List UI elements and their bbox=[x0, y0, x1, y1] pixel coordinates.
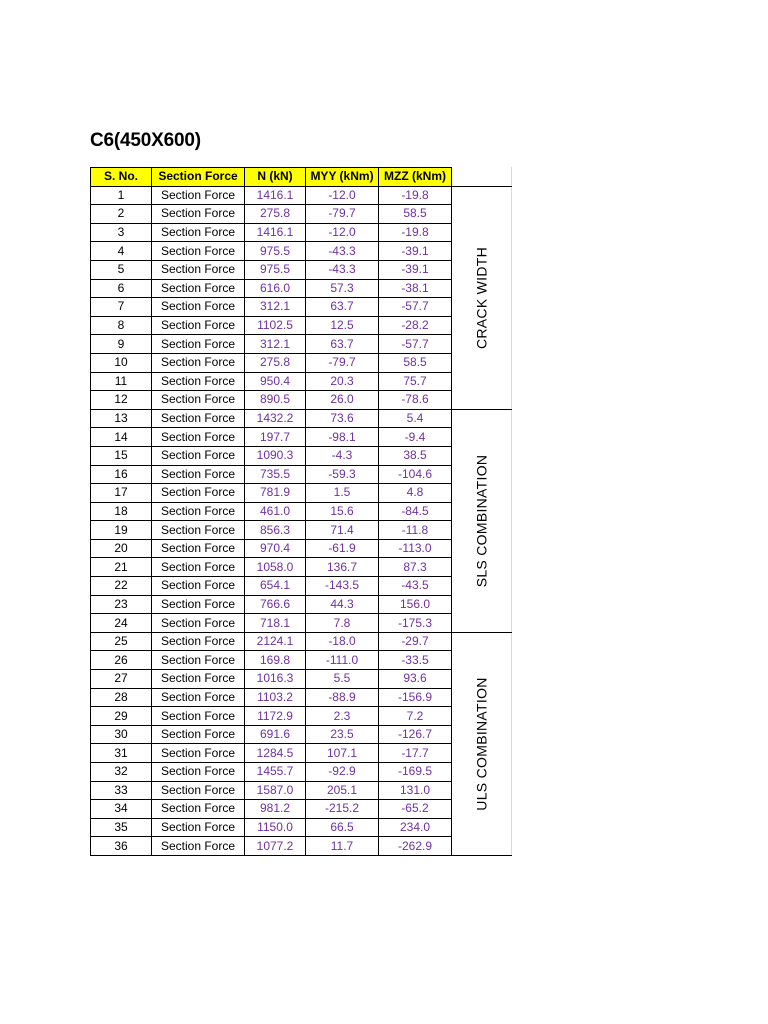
table-row bbox=[91, 335, 512, 354]
cell-section-force: Section Force bbox=[152, 391, 245, 410]
cell-section-force: Section Force bbox=[152, 409, 245, 428]
cell-myy: -43.3 bbox=[306, 260, 379, 279]
cell-sno: 13 bbox=[91, 409, 152, 428]
cell-n: 1103.2 bbox=[245, 688, 306, 707]
cell-mzz: -11.8 bbox=[379, 521, 452, 540]
cell-mzz: -113.0 bbox=[379, 539, 452, 558]
group-label-cell bbox=[452, 632, 512, 855]
cell-myy: 63.7 bbox=[306, 335, 379, 354]
cell-mzz: 87.3 bbox=[379, 558, 452, 577]
table-row bbox=[91, 781, 512, 800]
table-row bbox=[91, 837, 512, 856]
cell-section-force: Section Force bbox=[152, 205, 245, 224]
table-row bbox=[91, 372, 512, 391]
cell-mzz: -17.7 bbox=[379, 744, 452, 763]
cell-myy: 107.1 bbox=[306, 744, 379, 763]
cell-mzz: -126.7 bbox=[379, 725, 452, 744]
cell-section-force: Section Force bbox=[152, 298, 245, 317]
header-sno: S. No. bbox=[91, 168, 152, 187]
cell-sno: 32 bbox=[91, 763, 152, 782]
cell-sno: 10 bbox=[91, 353, 152, 372]
cell-sno: 28 bbox=[91, 688, 152, 707]
table-row bbox=[91, 632, 512, 651]
cell-section-force: Section Force bbox=[152, 223, 245, 242]
cell-section-force: Section Force bbox=[152, 316, 245, 335]
table-row bbox=[91, 353, 512, 372]
cell-n: 975.5 bbox=[245, 260, 306, 279]
section-force-table-wrap bbox=[90, 167, 512, 856]
cell-mzz: -57.7 bbox=[379, 298, 452, 317]
cell-mzz: -39.1 bbox=[379, 242, 452, 261]
cell-n: 890.5 bbox=[245, 391, 306, 410]
cell-myy: 205.1 bbox=[306, 781, 379, 800]
cell-myy: -79.7 bbox=[306, 205, 379, 224]
cell-mzz: -57.7 bbox=[379, 335, 452, 354]
table-row bbox=[91, 260, 512, 279]
cell-section-force: Section Force bbox=[152, 725, 245, 744]
cell-n: 197.7 bbox=[245, 428, 306, 447]
cell-mzz: -33.5 bbox=[379, 651, 452, 670]
cell-sno: 1 bbox=[91, 186, 152, 205]
header-section-force: Section Force bbox=[152, 168, 245, 187]
table-row bbox=[91, 391, 512, 410]
cell-myy: -43.3 bbox=[306, 242, 379, 261]
table-row bbox=[91, 446, 512, 465]
cell-section-force: Section Force bbox=[152, 688, 245, 707]
cell-section-force: Section Force bbox=[152, 595, 245, 614]
cell-myy: 15.6 bbox=[306, 502, 379, 521]
cell-sno: 2 bbox=[91, 205, 152, 224]
cell-sno: 12 bbox=[91, 391, 152, 410]
cell-section-force: Section Force bbox=[152, 242, 245, 261]
cell-n: 970.4 bbox=[245, 539, 306, 558]
cell-mzz: -262.9 bbox=[379, 837, 452, 856]
cell-sno: 22 bbox=[91, 577, 152, 596]
cell-n: 616.0 bbox=[245, 279, 306, 298]
cell-section-force: Section Force bbox=[152, 260, 245, 279]
cell-section-force: Section Force bbox=[152, 614, 245, 633]
cell-myy: -215.2 bbox=[306, 800, 379, 819]
cell-sno: 24 bbox=[91, 614, 152, 633]
cell-sno: 4 bbox=[91, 242, 152, 261]
cell-myy: 2.3 bbox=[306, 707, 379, 726]
cell-sno: 14 bbox=[91, 428, 152, 447]
cell-section-force: Section Force bbox=[152, 763, 245, 782]
cell-myy: 12.5 bbox=[306, 316, 379, 335]
table-row bbox=[91, 725, 512, 744]
cell-n: 856.3 bbox=[245, 521, 306, 540]
cell-mzz: -19.8 bbox=[379, 223, 452, 242]
cell-sno: 8 bbox=[91, 316, 152, 335]
cell-sno: 11 bbox=[91, 372, 152, 391]
cell-section-force: Section Force bbox=[152, 428, 245, 447]
cell-myy: 57.3 bbox=[306, 279, 379, 298]
cell-section-force: Section Force bbox=[152, 335, 245, 354]
cell-n: 312.1 bbox=[245, 335, 306, 354]
table-row bbox=[91, 688, 512, 707]
cell-n: 1416.1 bbox=[245, 223, 306, 242]
table-row bbox=[91, 651, 512, 670]
cell-mzz: -29.7 bbox=[379, 632, 452, 651]
cell-section-force: Section Force bbox=[152, 818, 245, 837]
cell-n: 975.5 bbox=[245, 242, 306, 261]
table-row bbox=[91, 763, 512, 782]
cell-myy: 23.5 bbox=[306, 725, 379, 744]
page-title: C6(450X600) bbox=[90, 130, 201, 151]
table-row bbox=[91, 539, 512, 558]
cell-n: 1172.9 bbox=[245, 707, 306, 726]
cell-mzz: -39.1 bbox=[379, 260, 452, 279]
table-row bbox=[91, 595, 512, 614]
cell-sno: 26 bbox=[91, 651, 152, 670]
table-body bbox=[91, 186, 512, 855]
cell-myy: -4.3 bbox=[306, 446, 379, 465]
cell-sno: 16 bbox=[91, 465, 152, 484]
cell-section-force: Section Force bbox=[152, 632, 245, 651]
cell-n: 781.9 bbox=[245, 484, 306, 503]
cell-myy: 7.8 bbox=[306, 614, 379, 633]
cell-section-force: Section Force bbox=[152, 558, 245, 577]
cell-n: 1058.0 bbox=[245, 558, 306, 577]
cell-mzz: -169.5 bbox=[379, 763, 452, 782]
table-row bbox=[91, 298, 512, 317]
cell-mzz: 7.2 bbox=[379, 707, 452, 726]
cell-myy: 20.3 bbox=[306, 372, 379, 391]
cell-n: 275.8 bbox=[245, 205, 306, 224]
cell-n: 691.6 bbox=[245, 725, 306, 744]
cell-n: 1455.7 bbox=[245, 763, 306, 782]
table-row bbox=[91, 818, 512, 837]
cell-section-force: Section Force bbox=[152, 707, 245, 726]
header-row bbox=[91, 168, 512, 187]
section-force-table bbox=[90, 167, 512, 856]
cell-mzz: 93.6 bbox=[379, 670, 452, 689]
cell-sno: 21 bbox=[91, 558, 152, 577]
header-n: N (kN) bbox=[245, 168, 306, 187]
cell-sno: 31 bbox=[91, 744, 152, 763]
cell-n: 1432.2 bbox=[245, 409, 306, 428]
cell-section-force: Section Force bbox=[152, 651, 245, 670]
cell-n: 1416.1 bbox=[245, 186, 306, 205]
cell-sno: 33 bbox=[91, 781, 152, 800]
cell-mzz: 156.0 bbox=[379, 595, 452, 614]
table-row bbox=[91, 465, 512, 484]
cell-myy: 11.7 bbox=[306, 837, 379, 856]
table-row bbox=[91, 707, 512, 726]
cell-n: 1102.5 bbox=[245, 316, 306, 335]
table-row bbox=[91, 205, 512, 224]
group-label: ULS COMBINATION bbox=[473, 677, 489, 811]
cell-section-force: Section Force bbox=[152, 372, 245, 391]
cell-section-force: Section Force bbox=[152, 186, 245, 205]
cell-myy: 1.5 bbox=[306, 484, 379, 503]
cell-myy: 73.6 bbox=[306, 409, 379, 428]
cell-n: 1077.2 bbox=[245, 837, 306, 856]
cell-sno: 15 bbox=[91, 446, 152, 465]
cell-section-force: Section Force bbox=[152, 800, 245, 819]
header-mzz: MZZ (kNm) bbox=[379, 168, 452, 187]
cell-mzz: 5.4 bbox=[379, 409, 452, 428]
cell-sno: 34 bbox=[91, 800, 152, 819]
cell-section-force: Section Force bbox=[152, 837, 245, 856]
cell-mzz: 234.0 bbox=[379, 818, 452, 837]
cell-sno: 5 bbox=[91, 260, 152, 279]
group-label-cell bbox=[452, 409, 512, 632]
cell-myy: -111.0 bbox=[306, 651, 379, 670]
table-row bbox=[91, 670, 512, 689]
cell-myy: 26.0 bbox=[306, 391, 379, 410]
cell-sno: 7 bbox=[91, 298, 152, 317]
cell-myy: 44.3 bbox=[306, 595, 379, 614]
table-row bbox=[91, 521, 512, 540]
cell-myy: -12.0 bbox=[306, 223, 379, 242]
cell-mzz: -78.6 bbox=[379, 391, 452, 410]
cell-myy: -59.3 bbox=[306, 465, 379, 484]
cell-myy: -61.9 bbox=[306, 539, 379, 558]
cell-section-force: Section Force bbox=[152, 670, 245, 689]
header-myy: MYY (kNm) bbox=[306, 168, 379, 187]
table-row bbox=[91, 186, 512, 205]
cell-section-force: Section Force bbox=[152, 577, 245, 596]
table-row bbox=[91, 502, 512, 521]
table-row bbox=[91, 558, 512, 577]
cell-mzz: -104.6 bbox=[379, 465, 452, 484]
cell-myy: 66.5 bbox=[306, 818, 379, 837]
cell-myy: 63.7 bbox=[306, 298, 379, 317]
cell-myy: 5.5 bbox=[306, 670, 379, 689]
cell-n: 1090.3 bbox=[245, 446, 306, 465]
cell-myy: -92.9 bbox=[306, 763, 379, 782]
table-row bbox=[91, 484, 512, 503]
cell-n: 950.4 bbox=[245, 372, 306, 391]
cell-mzz: 131.0 bbox=[379, 781, 452, 800]
cell-sno: 18 bbox=[91, 502, 152, 521]
cell-myy: -12.0 bbox=[306, 186, 379, 205]
table-row bbox=[91, 242, 512, 261]
cell-section-force: Section Force bbox=[152, 781, 245, 800]
table-row bbox=[91, 279, 512, 298]
cell-myy: -88.9 bbox=[306, 688, 379, 707]
cell-mzz: 38.5 bbox=[379, 446, 452, 465]
cell-section-force: Section Force bbox=[152, 539, 245, 558]
cell-section-force: Section Force bbox=[152, 744, 245, 763]
cell-mzz: -9.4 bbox=[379, 428, 452, 447]
cell-mzz: 58.5 bbox=[379, 205, 452, 224]
cell-n: 169.8 bbox=[245, 651, 306, 670]
cell-n: 312.1 bbox=[245, 298, 306, 317]
cell-section-force: Section Force bbox=[152, 353, 245, 372]
cell-section-force: Section Force bbox=[152, 521, 245, 540]
cell-sno: 19 bbox=[91, 521, 152, 540]
cell-n: 275.8 bbox=[245, 353, 306, 372]
cell-mzz: -43.5 bbox=[379, 577, 452, 596]
cell-n: 981.2 bbox=[245, 800, 306, 819]
cell-section-force: Section Force bbox=[152, 484, 245, 503]
table-row bbox=[91, 577, 512, 596]
cell-n: 735.5 bbox=[245, 465, 306, 484]
cell-n: 1284.5 bbox=[245, 744, 306, 763]
cell-n: 2124.1 bbox=[245, 632, 306, 651]
cell-mzz: -65.2 bbox=[379, 800, 452, 819]
header-group-blank bbox=[452, 168, 512, 187]
cell-mzz: -175.3 bbox=[379, 614, 452, 633]
cell-sno: 23 bbox=[91, 595, 152, 614]
cell-n: 461.0 bbox=[245, 502, 306, 521]
table-row bbox=[91, 428, 512, 447]
cell-myy: -98.1 bbox=[306, 428, 379, 447]
cell-sno: 3 bbox=[91, 223, 152, 242]
group-label: CRACK WIDTH bbox=[473, 246, 489, 349]
cell-n: 1016.3 bbox=[245, 670, 306, 689]
cell-section-force: Section Force bbox=[152, 279, 245, 298]
cell-sno: 29 bbox=[91, 707, 152, 726]
cell-myy: -18.0 bbox=[306, 632, 379, 651]
group-label: SLS COMBINATION bbox=[473, 454, 489, 588]
cell-n: 766.6 bbox=[245, 595, 306, 614]
cell-section-force: Section Force bbox=[152, 502, 245, 521]
cell-n: 718.1 bbox=[245, 614, 306, 633]
cell-mzz: -84.5 bbox=[379, 502, 452, 521]
cell-mzz: 58.5 bbox=[379, 353, 452, 372]
cell-sno: 20 bbox=[91, 539, 152, 558]
table-row bbox=[91, 744, 512, 763]
cell-sno: 27 bbox=[91, 670, 152, 689]
cell-sno: 30 bbox=[91, 725, 152, 744]
cell-n: 1587.0 bbox=[245, 781, 306, 800]
cell-myy: -143.5 bbox=[306, 577, 379, 596]
cell-n: 654.1 bbox=[245, 577, 306, 596]
cell-sno: 35 bbox=[91, 818, 152, 837]
cell-section-force: Section Force bbox=[152, 446, 245, 465]
cell-sno: 9 bbox=[91, 335, 152, 354]
cell-mzz: -38.1 bbox=[379, 279, 452, 298]
table-row bbox=[91, 223, 512, 242]
cell-sno: 36 bbox=[91, 837, 152, 856]
table-row bbox=[91, 800, 512, 819]
cell-myy: -79.7 bbox=[306, 353, 379, 372]
cell-section-force: Section Force bbox=[152, 465, 245, 484]
table-row bbox=[91, 316, 512, 335]
cell-myy: 136.7 bbox=[306, 558, 379, 577]
cell-myy: 71.4 bbox=[306, 521, 379, 540]
cell-mzz: 75.7 bbox=[379, 372, 452, 391]
table-row bbox=[91, 409, 512, 428]
cell-sno: 25 bbox=[91, 632, 152, 651]
cell-sno: 17 bbox=[91, 484, 152, 503]
cell-n: 1150.0 bbox=[245, 818, 306, 837]
cell-mzz: -19.8 bbox=[379, 186, 452, 205]
table-row bbox=[91, 614, 512, 633]
cell-sno: 6 bbox=[91, 279, 152, 298]
cell-mzz: -28.2 bbox=[379, 316, 452, 335]
cell-mzz: -156.9 bbox=[379, 688, 452, 707]
group-label-cell bbox=[452, 186, 512, 409]
cell-mzz: 4.8 bbox=[379, 484, 452, 503]
